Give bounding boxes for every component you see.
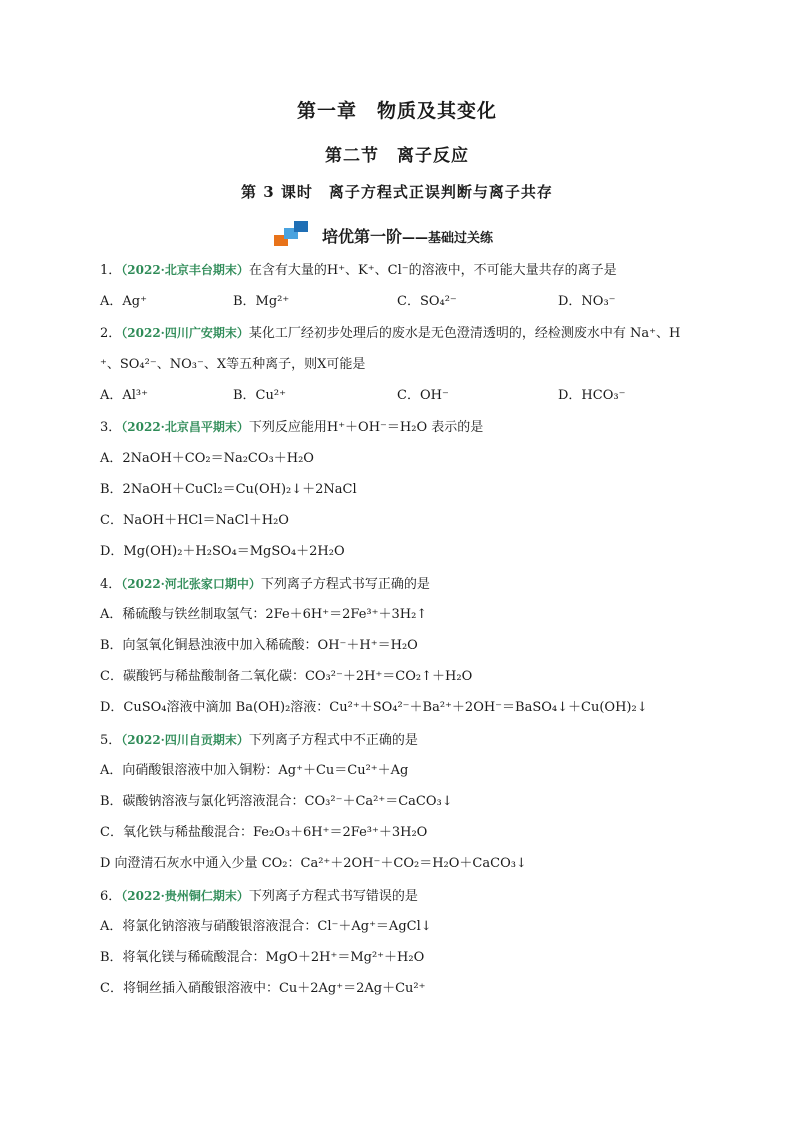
question-source: （2022·四川自贡期末） bbox=[121, 733, 249, 747]
question-source: （2022·四川广安期末） bbox=[121, 326, 249, 340]
question-5-option-d: D 向澄清石灰水中通入少量 CO₂：Ca²⁺＋2OH⁻＋CO₂＝H₂O＋CaCO₃↓ bbox=[100, 856, 527, 871]
question-2-option-a: A．Al³⁺ bbox=[100, 388, 149, 403]
section-title: 第二节 离子反应 bbox=[325, 146, 469, 166]
question-1-option-a: A．Ag⁺ bbox=[100, 294, 147, 309]
question-source: （2022·贵州铜仁期末） bbox=[121, 889, 249, 903]
question-3-option-b: B．2NaOH＋CuCl₂＝Cu(OH)₂↓＋2NaCl bbox=[100, 482, 357, 497]
question-4-option-a: A．稀硫酸与铁丝制取氢气：2Fe＋6H⁺＝2Fe³⁺＋3H₂↑ bbox=[100, 607, 428, 622]
question-4-option-c: C．碳酸钙与稀盐酸制备二氧化碳：CO₃²⁻＋2H⁺＝CO₂↑＋H₂O bbox=[100, 669, 473, 684]
question-1-option-c: C．SO₄²⁻ bbox=[397, 294, 457, 309]
question-source: （2022·北京昌平期末） bbox=[121, 420, 249, 434]
question-6-option-a: A．将氯化钠溶液与硝酸银溶液混合：Cl⁻＋Ag⁺＝AgCl↓ bbox=[100, 919, 432, 934]
question-6-stem: 6．（2022·贵州铜仁期末）下列离子方程式书写错误的是 bbox=[100, 889, 418, 904]
question-2-stem-continued: ⁺、SO₄²⁻、NO₃⁻、X等五种离子，则X可能是 bbox=[100, 357, 366, 372]
question-5-option-b: B．碳酸钠溶液与氯化钙溶液混合：CO₃²⁻＋Ca²⁺＝CaCO₃↓ bbox=[100, 794, 453, 809]
lesson-title: 第 3 课时 离子方程式正误判断与离子共存 bbox=[241, 183, 553, 201]
question-2-option-d: D．HCO₃⁻ bbox=[558, 388, 626, 403]
question-4-stem: 4．（2022·河北张家口期中）下列离子方程式书写正确的是 bbox=[100, 577, 430, 592]
question-1-stem: 1．（2022·北京丰台期末）在含有大量的H⁺、K⁺、Cl⁻的溶液中，不可能大量共存的离子是 bbox=[100, 263, 617, 278]
stage-heading bbox=[274, 220, 493, 250]
question-1-option-b: B．Mg²⁺ bbox=[233, 294, 290, 309]
question-4-option-d: D．CuSO₄溶液中滴加 Ba(OH)₂溶液：Cu²⁺＋SO₄²⁻＋Ba²⁺＋2OH⁻＝BaSO₄↓＋Cu(OH)₂↓ bbox=[100, 700, 648, 715]
question-6-option-c: C．将铜丝插入硝酸银溶液中：Cu＋2Ag⁺＝2Ag＋Cu²⁺ bbox=[100, 981, 426, 996]
question-3-option-a: A．2NaOH＋CO₂＝Na₂CO₃＋H₂O bbox=[100, 451, 314, 466]
question-3-option-d: D．Mg(OH)₂＋H₂SO₄＝MgSO₄＋2H₂O bbox=[100, 544, 345, 559]
question-source: （2022·河北张家口期中） bbox=[121, 577, 261, 591]
question-5-stem: 5．（2022·四川自贡期末）下列离子方程式中不正确的是 bbox=[100, 733, 418, 748]
question-5-option-a: A．向硝酸银溶液中加入铜粉：Ag⁺＋Cu＝Cu²⁺＋Ag bbox=[100, 763, 409, 778]
question-4-option-b: B．向氢氧化铜悬浊液中加入稀硫酸：OH⁻＋H⁺＝H₂O bbox=[100, 638, 418, 653]
question-3-option-c: C．NaOH＋HCl＝NaCl＋H₂O bbox=[100, 513, 289, 528]
question-1-option-d: D．NO₃⁻ bbox=[558, 294, 616, 309]
stairs-icon bbox=[274, 221, 318, 249]
question-6-option-b: B．将氧化镁与稀硫酸混合：MgO＋2H⁺＝Mg²⁺＋H₂O bbox=[100, 950, 425, 965]
question-2-stem: 2．（2022·四川广安期末）某化工厂经初步处理后的废水是无色澄清透明的，经检测废水中有 Na⁺、H bbox=[100, 326, 681, 341]
question-2-option-c: C．OH⁻ bbox=[397, 388, 449, 403]
chapter-title: 第一章 物质及其变化 bbox=[296, 100, 497, 122]
question-5-option-c: C．氧化铁与稀盐酸混合：Fe₂O₃＋6H⁺＝2Fe³⁺＋3H₂O bbox=[100, 825, 428, 840]
question-source: （2022·北京丰台期末） bbox=[121, 263, 249, 277]
stage-label: 培优第一阶 bbox=[322, 226, 403, 246]
stage-suffix: ——基础过关练 bbox=[402, 230, 494, 246]
question-3-stem: 3．（2022·北京昌平期末）下列反应能用H⁺＋OH⁻＝H₂O 表示的是 bbox=[100, 420, 484, 435]
question-2-option-b: B．Cu²⁺ bbox=[233, 388, 286, 403]
